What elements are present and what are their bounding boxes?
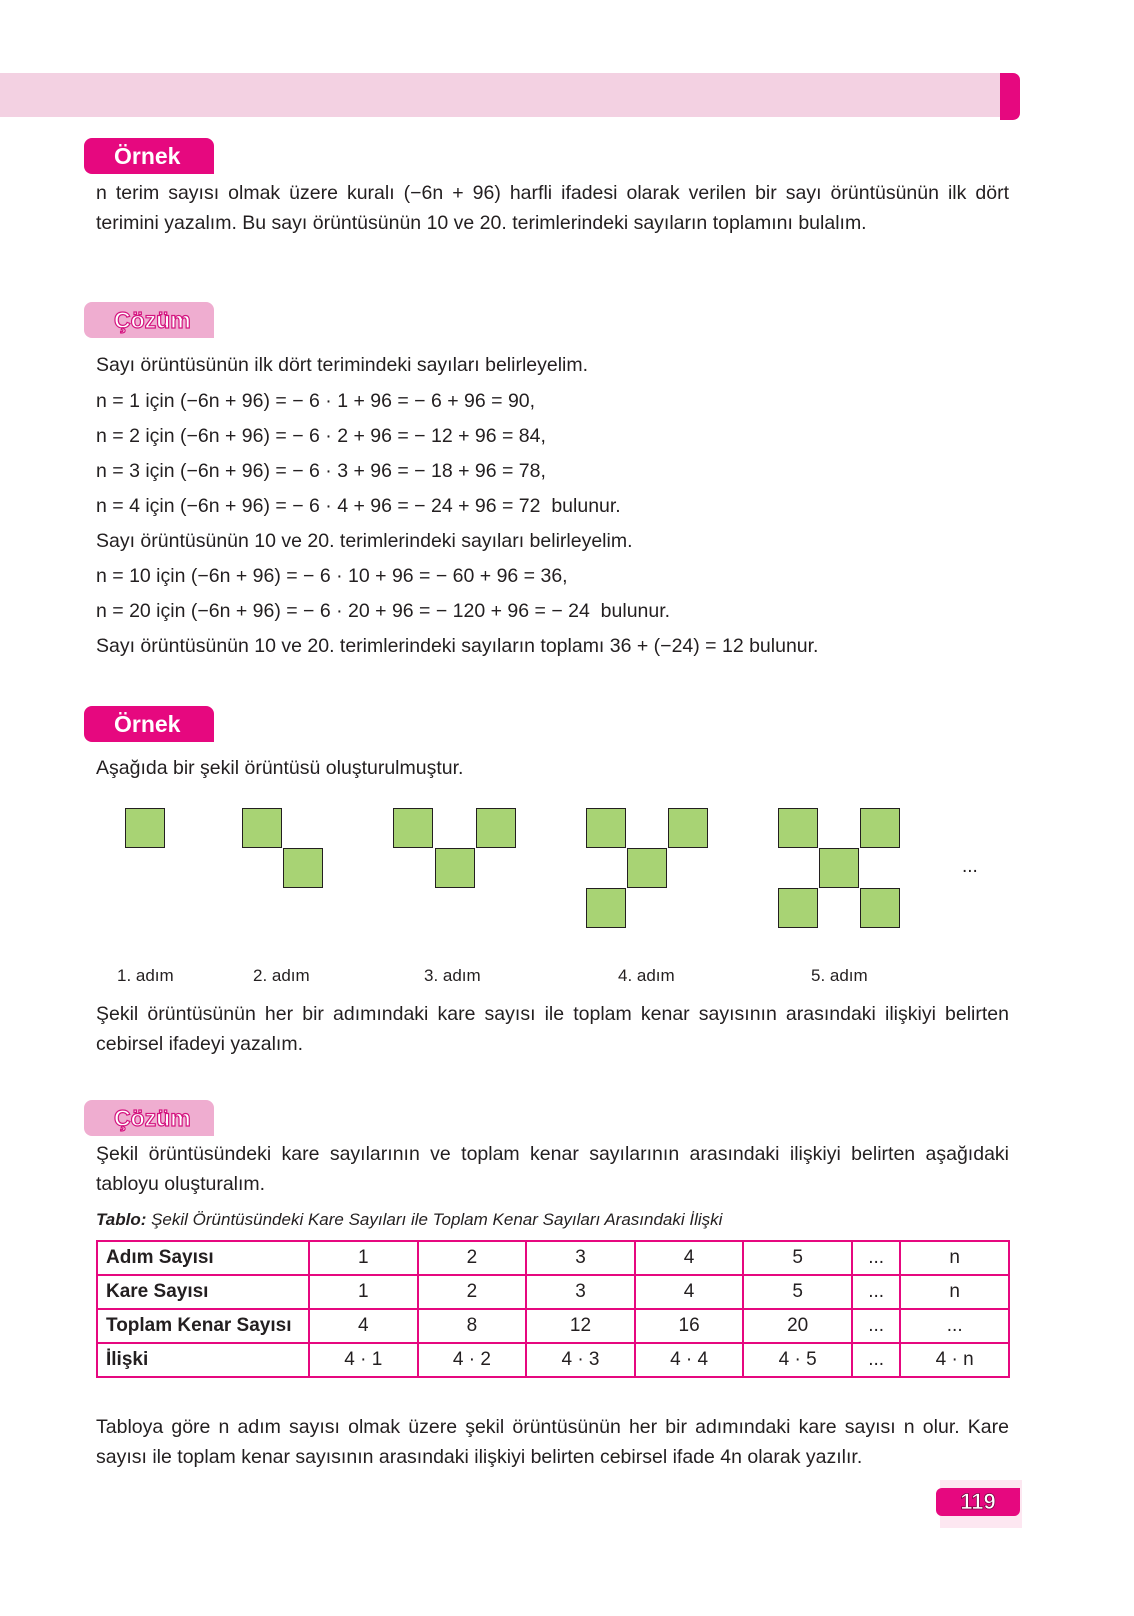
table-cell: 5 — [743, 1241, 852, 1275]
pattern-square — [125, 808, 165, 848]
table-caption-prefix: Tablo: — [96, 1210, 147, 1229]
table-cell: 1 — [309, 1275, 418, 1309]
table-cell: 12 — [526, 1309, 635, 1343]
pattern-square — [778, 888, 818, 928]
pattern-square — [586, 808, 626, 848]
table-cell: 3 — [526, 1275, 635, 1309]
pattern-square — [668, 808, 708, 848]
solution-line: n = 20 için (−6n + 96) = − 6 · 20 + 96 = − 120 + 96 = − 24 bulunur. — [96, 600, 671, 622]
step-label: 4. adım — [618, 966, 675, 985]
solution-line: Sayı örüntüsünün ilk dört terimindeki sayıları belirleyelim. — [96, 354, 589, 376]
step-label: 1. adım — [117, 966, 174, 985]
step-label: 3. adım — [424, 966, 481, 985]
table-cell: 4 — [635, 1241, 744, 1275]
pattern-square — [860, 808, 900, 848]
solution-line: Sayı örüntüsünün 10 ve 20. terimlerindeki sayıları belirleyelim. — [96, 530, 633, 552]
table-cell: 2 — [418, 1275, 527, 1309]
solution-label: Çözüm — [84, 302, 214, 338]
example-text: n terim sayısı olmak üzere kuralı (−6n + 96) harfli ifadesi olarak verilen bir sayı örüntüsünün ilk dört terimini yazalım. Bu sayı örüntüsünün 10 ve 20. terimlerindeki sayıların toplamını bulalım. — [96, 182, 1009, 234]
table-row-header: İlişki — [97, 1343, 309, 1377]
table-cell: 4 · 1 — [309, 1343, 418, 1377]
pattern-square — [435, 848, 475, 888]
table-row — [97, 1309, 1009, 1343]
table-row — [97, 1343, 1009, 1377]
table-cell: ... — [852, 1275, 900, 1309]
table-cell: ... — [852, 1241, 900, 1275]
pattern-square — [242, 808, 282, 848]
header-band — [0, 73, 1000, 117]
solution-line: n = 3 için (−6n + 96) = − 6 · 3 + 96 = − 18 + 96 = 78, — [96, 460, 546, 482]
pattern-square — [778, 808, 818, 848]
pattern-square — [860, 888, 900, 928]
pattern-square — [819, 848, 859, 888]
table-cell: n — [900, 1241, 1009, 1275]
table-cell: 4 · 2 — [418, 1343, 527, 1377]
step-label: 2. adım — [253, 966, 310, 985]
solution-intro: Şekil örüntüsündeki kare sayılarının ve toplam kenar sayılarının arasındaki ilişkiyi belirten aşağıdaki tabloyu oluşturalım. — [96, 1143, 1009, 1195]
pattern-square — [283, 848, 323, 888]
continuation-dots: ... — [962, 856, 978, 877]
table-cell: 4 · 4 — [635, 1343, 744, 1377]
table-cell: ... — [900, 1309, 1009, 1343]
example-intro: Aşağıda bir şekil örüntüsü oluşturulmuştur. — [96, 757, 464, 779]
table-cell: 3 — [526, 1241, 635, 1275]
table-row — [97, 1241, 1009, 1275]
table-cell: 16 — [635, 1309, 744, 1343]
solution-line: n = 2 için (−6n + 96) = − 6 · 2 + 96 = − 12 + 96 = 84, — [96, 425, 546, 447]
table-row-header: Kare Sayısı — [97, 1275, 309, 1309]
solution-line: n = 1 için (−6n + 96) = − 6 · 1 + 96 = − 6 + 96 = 90, — [96, 390, 536, 412]
example-label: Örnek — [84, 706, 214, 742]
table-cell: ... — [852, 1343, 900, 1377]
table-cell: 4 — [635, 1275, 744, 1309]
pattern-square — [476, 808, 516, 848]
table-cell: n — [900, 1275, 1009, 1309]
solution-line: n = 10 için (−6n + 96) = − 6 · 10 + 96 = − 60 + 96 = 36, — [96, 565, 568, 587]
pattern-square — [586, 888, 626, 928]
table-cell: 8 — [418, 1309, 527, 1343]
table-row-header: Adım Sayısı — [97, 1241, 309, 1275]
solution-line: n = 4 için (−6n + 96) = − 6 · 4 + 96 = − 24 + 96 = 72 bulunur. — [96, 495, 621, 517]
table-cell: 4 · n — [900, 1343, 1009, 1377]
table-caption-text: Şekil Örüntüsündeki Kare Sayıları ile Toplam Kenar Sayıları Arasındaki İlişki — [146, 1210, 723, 1229]
header-tab — [1000, 73, 1020, 120]
example-question: Şekil örüntüsünün her bir adımındaki kare sayısı ile toplam kenar sayısının arasındaki ilişkiyi belirten cebirsel ifadeyi yazalım. — [96, 1003, 1009, 1055]
table-cell: ... — [852, 1309, 900, 1343]
solution-conclusion: Tabloya göre n adım sayısı olmak üzere şekil örüntüsünün her bir adımındaki kare sayısı n olur. Kare sayısı ile toplam kenar sayısının arasındaki ilişkiyi belirten cebirsel ifade 4n olarak yazılır. — [96, 1416, 1009, 1468]
table-row-header: Toplam Kenar Sayısı — [97, 1309, 309, 1343]
table-cell: 20 — [743, 1309, 852, 1343]
table-cell: 5 — [743, 1275, 852, 1309]
step-label: 5. adım — [811, 966, 868, 985]
pattern-square — [627, 848, 667, 888]
page-number: 119 — [936, 1488, 1020, 1516]
table-cell: 1 — [309, 1241, 418, 1275]
example-label: Örnek — [84, 138, 214, 174]
pattern-square — [393, 808, 433, 848]
table-cell: 2 — [418, 1241, 527, 1275]
table-cell: 4 — [309, 1309, 418, 1343]
solution-line: Sayı örüntüsünün 10 ve 20. terimlerindeki sayıların toplamı 36 + (−24) = 12 bulunur. — [96, 635, 819, 657]
table-cell: 4 · 3 — [526, 1343, 635, 1377]
table-row — [97, 1275, 1009, 1309]
table-caption — [96, 1210, 722, 1230]
solution-label: Çözüm — [84, 1100, 214, 1136]
table-cell: 4 · 5 — [743, 1343, 852, 1377]
relation-table — [96, 1240, 1010, 1378]
